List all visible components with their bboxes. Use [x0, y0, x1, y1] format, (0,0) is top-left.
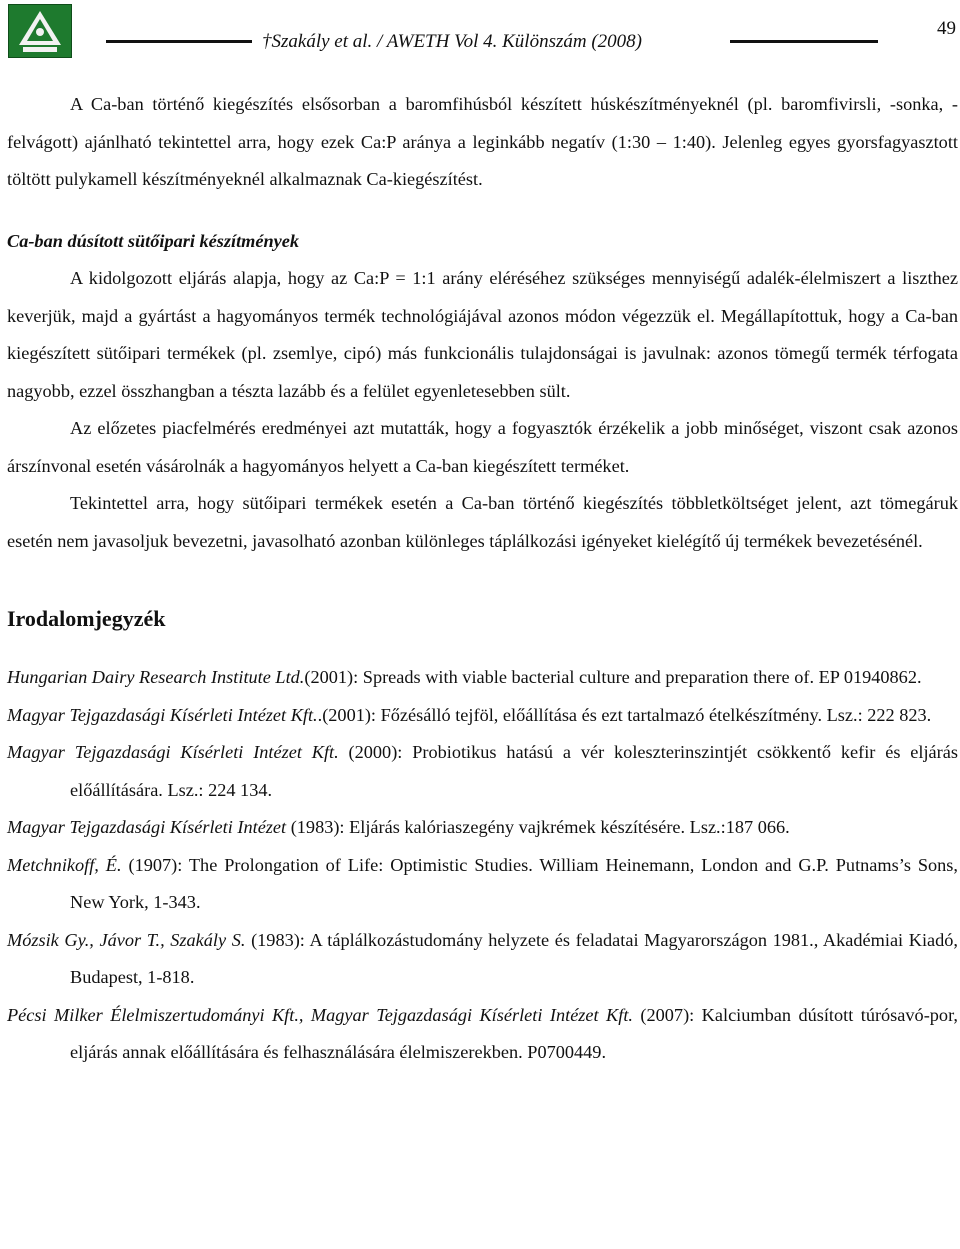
page-number: 49: [937, 18, 956, 39]
page-body: [7, 86, 958, 1072]
reference-text: (2001): Spreads with viable bacterial culture and preparation there of. EP 01940862.: [304, 667, 922, 687]
reference-author: Hungarian Dairy Research Institute Ltd.: [7, 667, 305, 687]
reference-item: [7, 659, 958, 697]
reference-item: [7, 922, 958, 997]
reference-item: [7, 847, 958, 922]
references-heading: Irodalomjegyzék: [7, 606, 166, 631]
reference-text: .(2001): Főzésálló tejföl, előállítása és ezt tartalmazó ételkészítmény. Lsz.: 222 823.: [317, 704, 932, 725]
running-header-title: †Szakály et al. / AWETH Vol 4. Különszám (2008): [262, 31, 642, 52]
header-rule-left: [106, 40, 252, 43]
reference-item: [7, 734, 958, 809]
reference-text: (2000): Probiotikus hatású a vér koleszterinszintjét csökkentő kefir és eljárás előállítására. Lsz.: 224 134.: [70, 742, 958, 800]
reference-text: (2007): Kalciumban dúsított túrósavó-por, eljárás annak előállítására és felhasználására élelmiszerekben. P0700449.: [70, 1004, 958, 1062]
reference-author: Mózsik Gy., Jávor T., Szakály S.: [7, 929, 246, 950]
header-rule-right: [730, 40, 878, 43]
reference-text: (1907): The Prolongation of Life: Optimistic Studies. William Heinemann, London and G.P. Putnams’s Sons, New York, 1-343.: [70, 854, 958, 912]
intro-paragraph: A Ca-ban történő kiegészítés elsősorban a baromfihúsból készített húskészítményeknél (pl. baromfivirsli, -sonka, -felvágott) ajánlható tekintettel arra, hogy ezek Ca:P aránya a leginkább negatív (1:30 – 1:40). Jelenleg egyes gyorsfagyasztott töltött pulykamell készítményeknél alkalmaznak Ca-kiegészítést.: [7, 94, 958, 189]
body-paragraph: Tekintettel arra, hogy sütőipari termékek esetén a Ca-ban történő kiegészítés többletköltséget jelent, azt tömegáruk esetén nem javasoljuk bevezetni, javasolható azonban különleges táplálkozási igényeket kielégítő új termékek bevezetésénél.: [7, 493, 958, 551]
body-paragraph: Az előzetes piacfelmérés eredményei azt mutatták, hogy a fogyasztók érzékelik a jobb minőséget, viszont csak azonos árszínvonal esetén vásárolnák a hagyományos helyett a Ca-ban kiegészített terméket.: [7, 418, 958, 476]
reference-item: [7, 997, 958, 1072]
reference-author: Pécsi Milker Élelmiszertudományi Kft., Magyar Tejgazdasági Kísérleti Intézet Kft.: [7, 1004, 633, 1025]
reference-author: Magyar Tejgazdasági Kísérleti Intézet Kft.: [7, 704, 318, 725]
journal-logo-icon: [8, 4, 72, 58]
page-header: [0, 0, 960, 60]
reference-item: [7, 809, 958, 847]
reference-author: Metchnikoff, É.: [7, 854, 122, 875]
reference-author: Magyar Tejgazdasági Kísérleti Intézet Kft.: [7, 742, 339, 762]
body-paragraph: A kidolgozott eljárás alapja, hogy az Ca:P = 1:1 arány eléréséhez szükséges mennyiségű adalék-élelmiszert a liszthez keverjük, majd a gyártást a hagyományos termék technológiájával azonos módon végezzük el. Megállapítottuk, hogy a Ca-ban kiegészített sütőipari termékek (pl. zsemlye, cipó) más funkcionális tulajdonságai is javulnak: azonos tömegű termék térfogata nagyobb, ezzel összhangban a tészta lazább és a felület egyenletesebben sült.: [7, 268, 958, 401]
reference-text: (1983): Eljárás kalóriaszegény vajkrémek készítésére. Lsz.:187 066.: [286, 817, 790, 837]
reference-text: (1983): A táplálkozástudomány helyzete és feladatai Magyarországon 1981., Akadémiai Kiadó, Budapest, 1-818.: [70, 929, 958, 987]
section-heading: Ca-ban dúsított sütőipari készítmények: [7, 230, 300, 251]
reference-item: [7, 697, 958, 735]
reference-author: Magyar Tejgazdasági Kísérleti Intézet: [7, 817, 287, 837]
